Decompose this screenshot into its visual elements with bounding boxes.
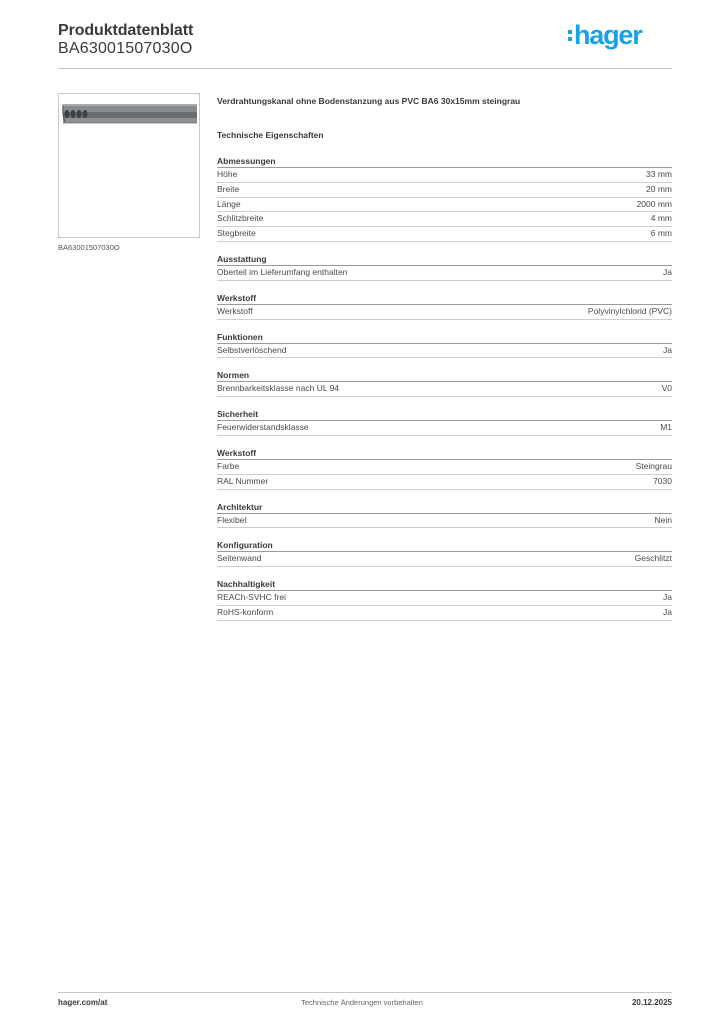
- product-image: [58, 93, 200, 238]
- property-group: [217, 539, 672, 567]
- property-group: [217, 369, 672, 397]
- property-value: 33 mm: [646, 169, 672, 179]
- property-value: Geschlitzt: [634, 553, 672, 564]
- property-label: Selbstverlöschend: [217, 344, 287, 355]
- property-row: [217, 514, 672, 529]
- property-group: [217, 447, 672, 490]
- property-row: [217, 552, 672, 567]
- group-title: Normen: [217, 369, 672, 382]
- property-group: [217, 253, 672, 281]
- logo-text: hager: [574, 19, 642, 50]
- property-label: Flexibel: [217, 514, 247, 525]
- group-title: Abmessungen: [217, 155, 672, 168]
- property-label: Stegbreite: [217, 228, 256, 239]
- property-row: [217, 460, 672, 475]
- property-value: Steingrau: [635, 460, 672, 471]
- property-group: [217, 331, 672, 359]
- section-heading: Technische Eigenschaften: [217, 130, 324, 140]
- property-row: [217, 227, 672, 242]
- image-caption: BA63001507030O: [58, 243, 120, 252]
- cable-duct-icon: [59, 94, 200, 238]
- property-value: Ja: [663, 344, 672, 355]
- property-row: [217, 421, 672, 436]
- group-title: Funktionen: [217, 331, 672, 344]
- property-row: [217, 344, 672, 359]
- logo-dots-icon: [568, 30, 572, 41]
- property-group: [217, 155, 672, 242]
- header-divider: [58, 68, 672, 69]
- property-row: [217, 606, 672, 621]
- property-group: [217, 408, 672, 436]
- document-title: Produktdatenblatt: [58, 22, 194, 39]
- properties-table: [217, 155, 672, 632]
- footer-notice: Technische Änderungen vorbehalten: [301, 998, 423, 1007]
- property-value: 4 mm: [650, 213, 672, 224]
- property-label: REACh-SVHC frei: [217, 592, 286, 603]
- footer-divider: [58, 992, 672, 993]
- group-title: Werkstoff: [217, 292, 672, 305]
- property-row: [217, 183, 672, 198]
- property-row: [217, 475, 672, 490]
- property-group: [217, 292, 672, 320]
- property-value: 20 mm: [646, 183, 672, 194]
- property-label: Feuerwiderstandsklasse: [217, 422, 309, 433]
- group-title: Architektur: [217, 501, 672, 514]
- product-code: BA63001507030O: [58, 40, 193, 57]
- property-row: [217, 382, 672, 397]
- property-row: [217, 212, 672, 227]
- property-label: Seitenwand: [217, 553, 262, 564]
- property-label: Breite: [217, 183, 240, 194]
- property-value: 2000 mm: [636, 198, 672, 209]
- property-row: [217, 305, 672, 320]
- property-value: Polyvinylchlorid (PVC): [587, 305, 672, 316]
- group-title: Sicherheit: [217, 408, 672, 421]
- property-row: [217, 266, 672, 281]
- property-group: [217, 578, 672, 621]
- property-label: Oberteil im Lieferumfang enthalten: [217, 266, 348, 277]
- property-label: Schlitzbreite: [217, 213, 264, 224]
- property-value: Ja: [663, 606, 672, 617]
- property-label: Werkstoff: [217, 305, 253, 316]
- property-value: 6 mm: [650, 228, 672, 239]
- footer-date: 20.12.2025: [631, 998, 672, 1007]
- group-title: Werkstoff: [217, 447, 672, 460]
- group-title: Nachhaltigkeit: [217, 578, 672, 591]
- property-value: Nein: [654, 514, 672, 525]
- group-title: Ausstattung: [217, 253, 672, 266]
- property-value: Ja: [663, 592, 672, 603]
- footer-website-link[interactable]: hager.com/at: [58, 998, 108, 1007]
- hager-logo: [568, 20, 642, 50]
- property-label: RoHS-konform: [217, 606, 274, 617]
- property-value: 7030: [653, 475, 672, 486]
- group-title: Konfiguration: [217, 539, 672, 552]
- property-label: RAL Nummer: [217, 475, 269, 486]
- property-value: Ja: [663, 266, 672, 277]
- property-row: [217, 168, 672, 183]
- property-label: Farbe: [217, 460, 240, 471]
- product-description: Verdrahtungskanal ohne Bodenstanzung aus PVC BA6 30x15mm steingrau: [217, 96, 521, 106]
- property-row: [217, 198, 672, 213]
- property-group: [217, 501, 672, 529]
- property-label: Brennbarkeitsklasse nach UL 94: [217, 383, 340, 394]
- property-row: [217, 591, 672, 606]
- property-value: M1: [660, 422, 672, 433]
- property-value: V0: [661, 383, 672, 394]
- property-label: Länge: [217, 198, 241, 209]
- property-label: Höhe: [217, 169, 238, 179]
